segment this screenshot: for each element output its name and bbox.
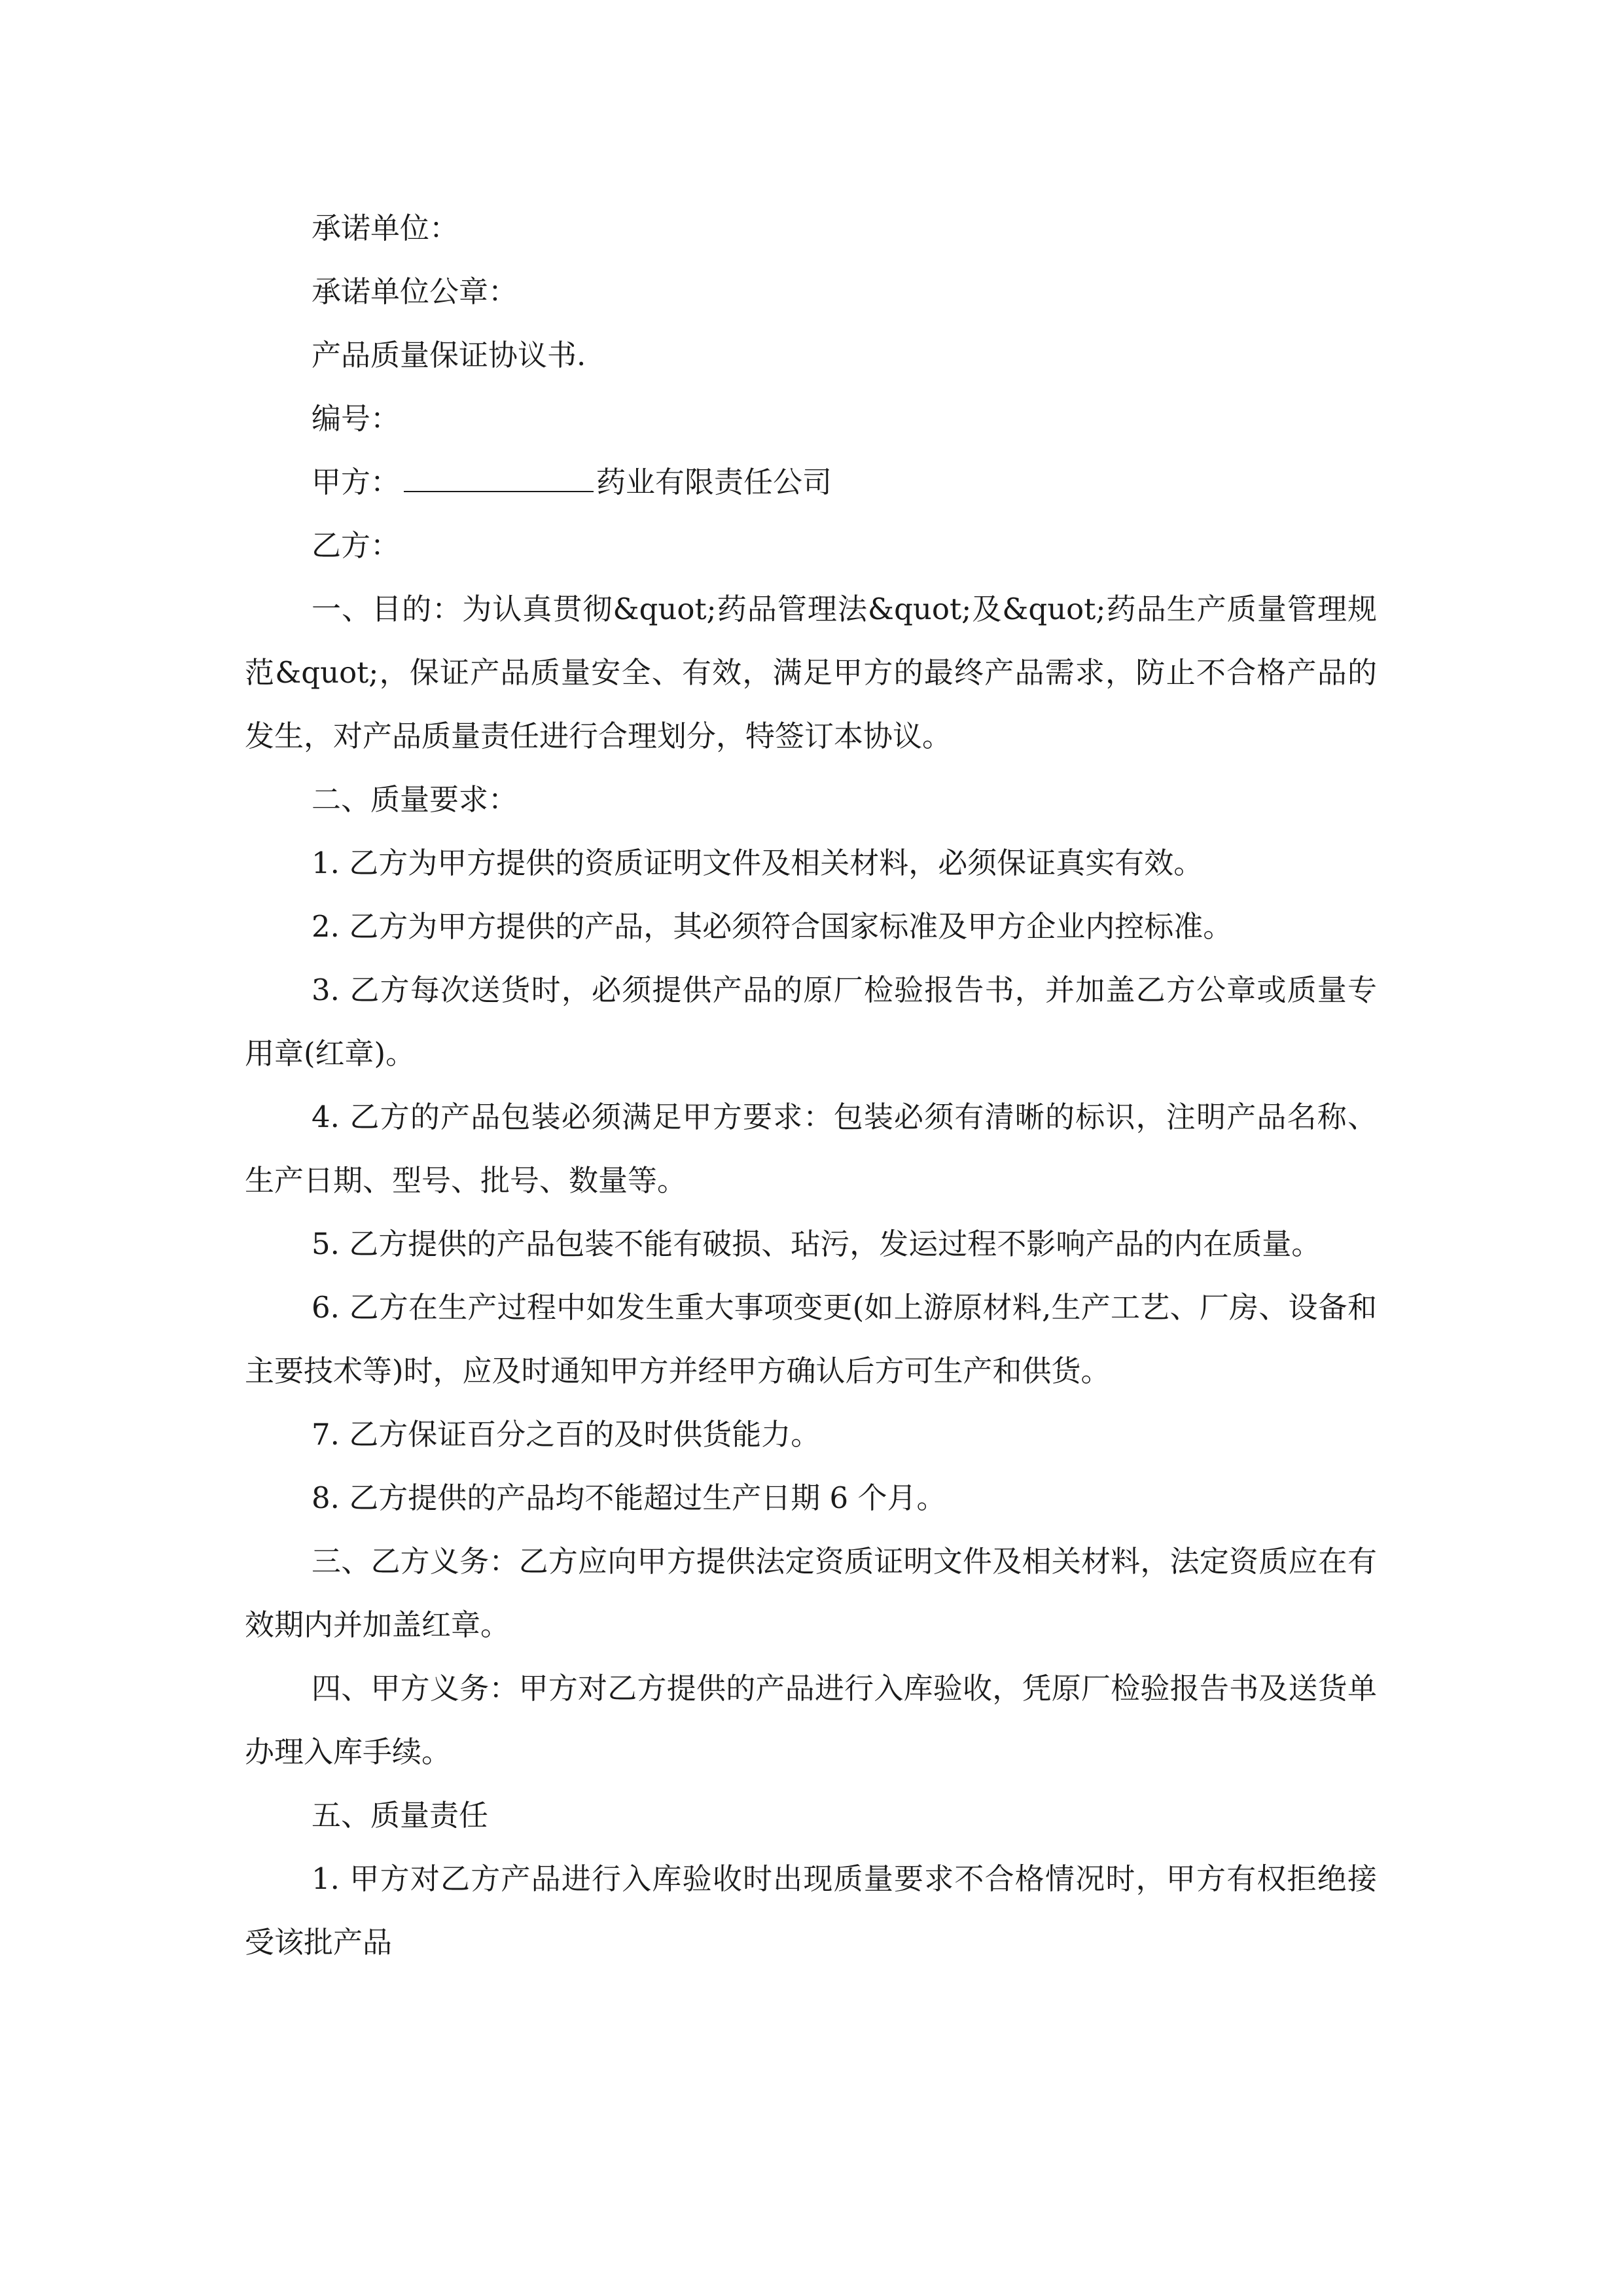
responsibility-item: 1. 甲方对乙方产品进行入库验收时出现质量要求不合格情况时，甲方有权拒绝接受该批产品 xyxy=(245,1861,1377,1960)
quality-requirements-heading: 二、质量要求： xyxy=(312,782,518,817)
promisor-seal-label: 承诺单位公章： xyxy=(312,274,518,309)
party-b-obligations-paragraph: 三、乙方义务：乙方应向甲方提供法定资质证明文件及相关材料，法定资质应在有效期内并加盖红章。 xyxy=(245,1544,1377,1642)
requirement-item: 8. 乙方提供的产品均不能超过生产日期 6 个月。 xyxy=(312,1480,946,1515)
party-a-line xyxy=(245,450,1377,514)
quality-responsibility-heading: 五、质量责任 xyxy=(312,1798,489,1833)
requirement-item: 5. 乙方提供的产品包装不能有破损、玷污，发运过程不影响产品的内在质量。 xyxy=(312,1227,1321,1261)
document-title: 产品质量保证协议书. xyxy=(312,338,586,372)
requirement-item: 2. 乙方为甲方提供的产品，其必须符合国家标准及甲方企业内控标准。 xyxy=(312,909,1233,944)
party-a-label: 甲方： xyxy=(312,465,401,499)
party-a-obligations-paragraph: 四、甲方义务：甲方对乙方提供的产品进行入库验收，凭原厂检验报告书及送货单办理入库手续。 xyxy=(245,1671,1377,1769)
party-a-suffix: 药业有限责任公司 xyxy=(596,465,832,499)
requirement-item: 1. 乙方为甲方提供的资质证明文件及相关材料，必须保证真实有效。 xyxy=(312,846,1204,880)
party-b-label: 乙方： xyxy=(312,528,401,563)
promisor-unit-label: 承诺单位： xyxy=(312,211,459,245)
requirement-item: 7. 乙方保证百分之百的及时供货能力。 xyxy=(312,1417,821,1452)
requirement-item: 6. 乙方在生产过程中如发生重大事项变更(如上游原材料,生产工艺、厂房、设备和主要技术等)时，应及时通知甲方并经甲方确认后方可生产和供货。 xyxy=(245,1290,1377,1388)
document-body xyxy=(245,196,1377,1974)
requirement-item: 3. 乙方每次送货时，必须提供产品的原厂检验报告书，并加盖乙方公章或质量专用章(红章)。 xyxy=(245,973,1377,1071)
requirement-item: 4. 乙方的产品包装必须满足甲方要求：包装必须有清晰的标识，注明产品名称、生产日期、型号、批号、数量等。 xyxy=(245,1100,1377,1198)
purpose-paragraph: 一、目的：为认真贯彻&quot;药品管理法&quot;及&quot;药品生产质量管理规范&quot;，保证产品质量安全、有效，满足甲方的最终产品需求，防止不合格产品的发生，对产品质量责任进行合理划分，特签订本协议。 xyxy=(245,592,1377,753)
number-label: 编号： xyxy=(312,401,401,436)
party-a-blank xyxy=(404,467,594,492)
